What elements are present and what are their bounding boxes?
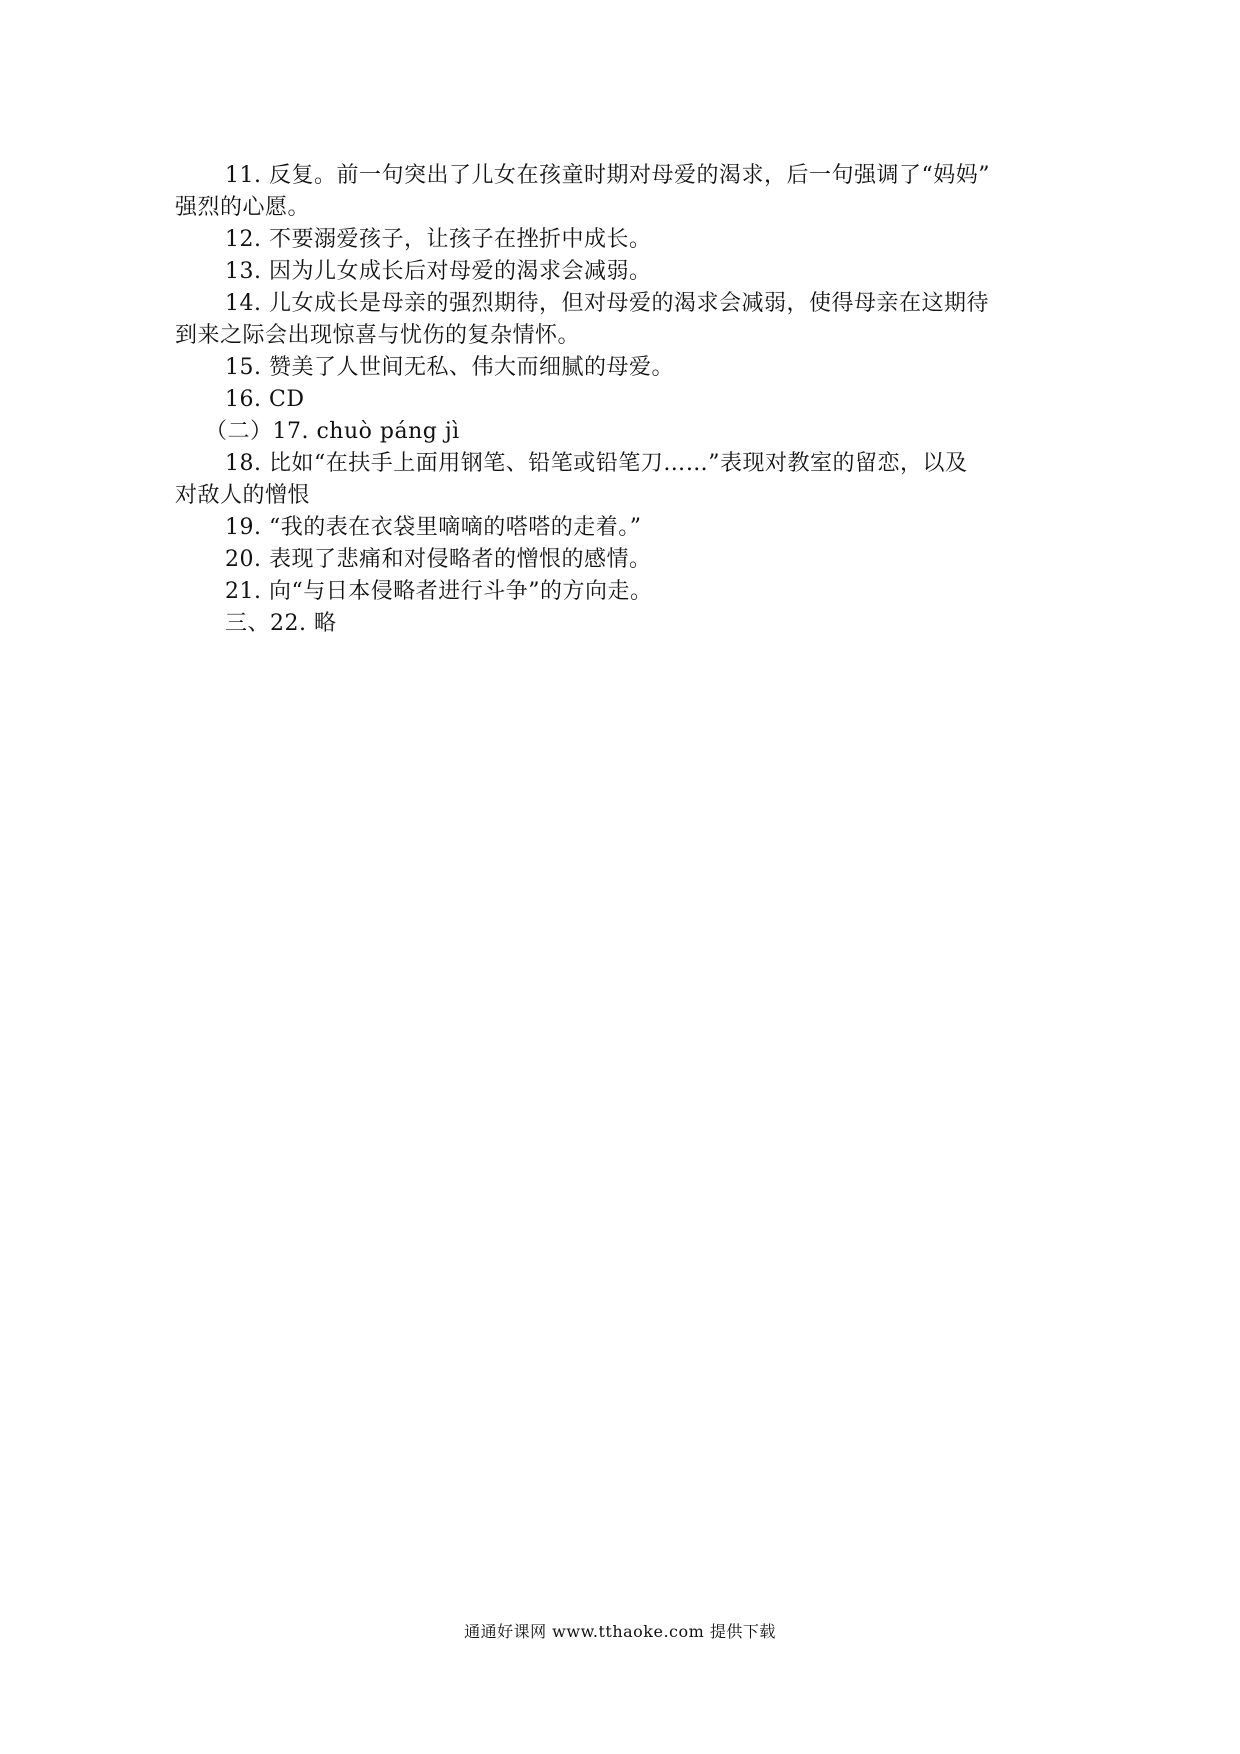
answer-line-11: 11. 反复。前一句突出了儿女在孩童时期对母爱的渴求，后一句强调了“妈妈” xyxy=(225,163,990,188)
answer-line-22: 三、22. 略 xyxy=(225,611,337,636)
page-footer: 通通好课网 www.tthaoke.com 提供下载 xyxy=(464,1622,776,1641)
answer-line-20: 20. 表现了悲痛和对侵略者的憎恨的感情。 xyxy=(225,547,652,572)
answer-line-19: 19. “我的表在衣袋里嘀嘀的嗒嗒的走着。” xyxy=(225,515,642,540)
answer-line-18: 18. 比如“在扶手上面用钢笔、铅笔或铅笔刀……”表现对教室的留恋，以及 xyxy=(225,451,968,476)
answer-line-15: 15. 赞美了人世间无私、伟大而细腻的母爱。 xyxy=(225,355,674,380)
answer-line-21: 21. 向“与日本侵略者进行斗争”的方向走。 xyxy=(225,579,653,604)
answer-line-14: 14. 儿女成长是母亲的强烈期待，但对母爱的渴求会减弱，使得母亲在这期待 xyxy=(225,291,989,316)
answer-line-16: 16. CD xyxy=(225,387,305,412)
answer-line-12: 12. 不要溺爱孩子，让孩子在挫折中成长。 xyxy=(225,227,652,252)
answer-line-14-cont: 到来之际会出现惊喜与忧伤的复杂情怀。 xyxy=(175,323,581,348)
answer-line-18-cont: 对敌人的憎恨 xyxy=(175,483,311,508)
answer-line-17: （二）17. chuò páng jì xyxy=(205,419,460,444)
answer-line-13: 13. 因为儿女成长后对母爱的渴求会减弱。 xyxy=(225,259,652,284)
answer-line-11-cont: 强烈的心愿。 xyxy=(175,195,311,220)
answer-list xyxy=(175,160,1075,640)
